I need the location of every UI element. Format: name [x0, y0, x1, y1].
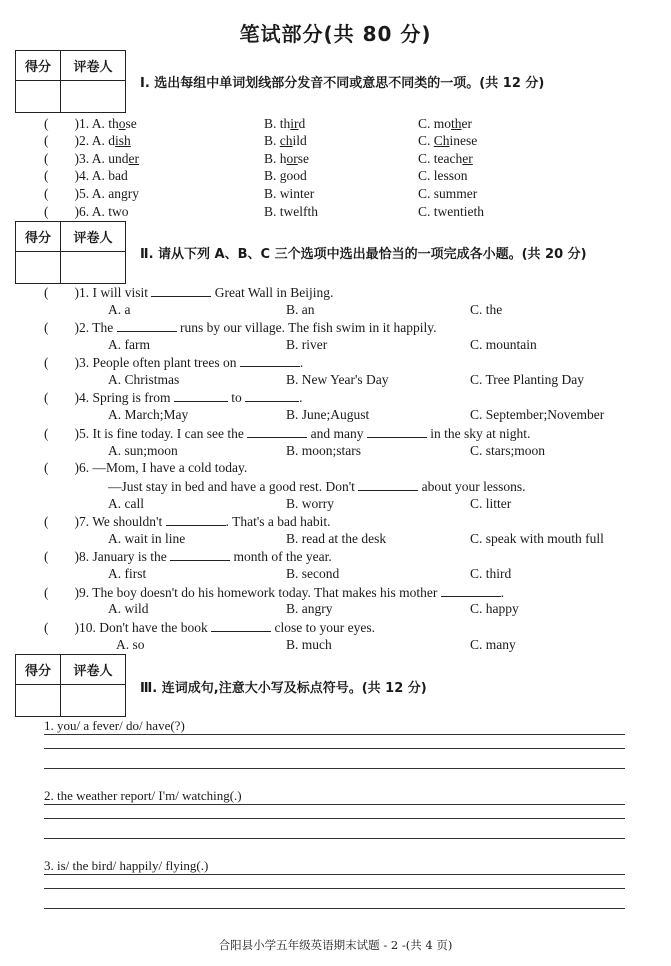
option-a: A. wild — [108, 601, 149, 616]
answer-blank[interactable] — [441, 584, 501, 597]
question-5: ( )5. It is fine today. I can see the and many in the sky at night. — [44, 426, 531, 441]
answer-paren-close: ) — [74, 186, 79, 201]
score-cell[interactable] — [16, 81, 61, 113]
answer-blank[interactable] — [166, 513, 226, 526]
option-b: B. moon;stars — [286, 443, 362, 458]
question-1: ( )1. I will visit Great Wall in Beijing. — [44, 285, 334, 300]
option-c — [418, 204, 484, 220]
answer-paren-open: ( — [44, 151, 49, 166]
option-label: C. — [418, 168, 434, 183]
word-group-5 — [44, 186, 644, 202]
option-label: B. — [264, 204, 280, 219]
word-part: und — [108, 151, 129, 166]
sentence-prompt-2: 2. the weather report/ I'm/ watching(.) — [44, 788, 242, 803]
word-part: summer — [433, 186, 478, 201]
option-b — [264, 133, 307, 149]
option-a — [92, 151, 139, 166]
grader-label: 评卷人 — [61, 51, 126, 81]
word-part: d — [108, 133, 116, 148]
score-cell[interactable] — [16, 685, 61, 717]
option-label: A. — [91, 204, 109, 219]
answer-blank[interactable] — [174, 389, 228, 402]
option-b — [264, 168, 307, 184]
option-a: A. wait in line — [108, 531, 186, 546]
item-number: 6. — [79, 204, 92, 219]
option-b: B. river — [286, 337, 328, 352]
option-c: C. the — [470, 302, 503, 317]
underlined-part: o — [118, 116, 126, 131]
word-part: twelfth — [279, 204, 319, 219]
underlined-part: or — [286, 151, 298, 166]
question-4: ( )4. Spring is from to . — [44, 390, 303, 405]
answer-line[interactable] — [44, 888, 625, 889]
grader-cell[interactable] — [61, 81, 126, 113]
option-a: A. first — [108, 566, 147, 581]
option-b: B. New Year's Day — [286, 372, 389, 387]
score-box — [15, 50, 126, 113]
answer-blank[interactable] — [151, 284, 211, 297]
option-label: B. — [264, 133, 280, 148]
word-group-3 — [44, 151, 644, 167]
question-9: ( )9. The boy doesn't do his homework today. That makes his mother . — [44, 585, 505, 600]
option-c: C. September;November — [470, 407, 605, 422]
option-c — [418, 133, 477, 149]
answer-paren-open: ( — [44, 204, 49, 219]
word-part: h — [279, 151, 287, 166]
option-b: B. angry — [286, 601, 333, 616]
option-a — [92, 116, 137, 131]
word-part: lesson — [433, 168, 468, 183]
option-label: A. — [91, 133, 109, 148]
option-label: A. — [91, 186, 109, 201]
question-3: ( )3. People often plant trees on . — [44, 355, 304, 370]
option-c: C. happy — [470, 601, 519, 616]
item-number: 3. — [79, 151, 92, 166]
answer-paren-close: ) — [74, 151, 79, 166]
page-footer: 合阳县小学五年级英语期末试题 - 2 -(共 4 页) — [218, 938, 453, 952]
word-group-1 — [44, 116, 644, 132]
grader-label: 评卷人 — [61, 655, 126, 685]
word-group-4 — [44, 168, 644, 184]
question-8: ( )8. January is the month of the year. — [44, 549, 332, 564]
answer-blank[interactable] — [117, 319, 177, 332]
question-2: ( )2. The runs by our village. The fish swim in it happily. — [44, 320, 437, 335]
answer-blank[interactable] — [367, 425, 427, 438]
option-a: A. a — [108, 302, 131, 317]
answer-paren-close: ) — [74, 168, 79, 183]
underlined-part: er — [462, 151, 473, 166]
answer-blank[interactable] — [245, 389, 299, 402]
answer-blank[interactable] — [240, 354, 300, 367]
option-b — [264, 151, 309, 167]
answer-blank[interactable] — [170, 548, 230, 561]
answer-line[interactable] — [44, 818, 625, 819]
answer-paren-open: ( — [44, 133, 49, 148]
score-label: 得分 — [16, 51, 61, 81]
section2-heading: Ⅱ. 请从下列 A、B、C 三个选项中选出最恰当的一项完成各小题。(共 20 分) — [140, 247, 587, 262]
answer-paren-close: ) — [74, 116, 79, 131]
word-part: two — [108, 204, 129, 219]
option-c: C. mountain — [470, 337, 537, 352]
answer-paren-open: ( — [44, 116, 49, 131]
word-part: mo — [433, 116, 452, 131]
option-label: C. — [418, 151, 434, 166]
answer-line[interactable] — [44, 908, 625, 909]
underlined-part: ch — [279, 133, 293, 148]
item-number: 2. — [79, 133, 92, 148]
option-b — [264, 204, 318, 220]
option-a: A. Christmas — [108, 372, 180, 387]
answer-paren-close: ) — [74, 204, 79, 219]
option-b: B. June;August — [286, 407, 370, 422]
answer-paren-open: ( — [44, 186, 49, 201]
option-a — [92, 204, 129, 219]
answer-line[interactable] — [44, 748, 625, 749]
option-c: C. litter — [470, 496, 512, 511]
answer-line[interactable] — [44, 804, 625, 805]
underlined-part: th — [451, 116, 462, 131]
underlined-part: ir — [290, 116, 299, 131]
option-label: B. — [264, 168, 280, 183]
item-number: 1. — [79, 116, 92, 131]
word-group-2 — [44, 133, 644, 149]
answer-blank[interactable] — [358, 478, 418, 491]
answer-line[interactable] — [44, 874, 625, 875]
option-c — [418, 186, 477, 202]
grader-label: 评卷人 — [61, 222, 126, 252]
score-label: 得分 — [16, 222, 61, 252]
option-label: C. — [418, 116, 434, 131]
option-c: C. stars;moon — [470, 443, 546, 458]
underlined-part: ish — [115, 133, 131, 148]
question-10: ( )10. Don't have the book close to your eyes. — [44, 620, 376, 635]
option-c — [418, 168, 468, 184]
sentence-prompt-1: 1. you/ a fever/ do/ have(?) — [44, 718, 185, 733]
option-b — [264, 186, 314, 202]
underlined-part: Ch — [433, 133, 450, 148]
answer-paren-open: ( — [44, 168, 49, 183]
word-part: twentieth — [433, 204, 485, 219]
word-part: th — [108, 116, 119, 131]
option-a: A. call — [108, 496, 144, 511]
option-label: B. — [264, 151, 280, 166]
option-b: B. an — [286, 302, 315, 317]
option-label: A. — [91, 151, 109, 166]
option-b: B. worry — [286, 496, 334, 511]
option-c — [418, 116, 472, 132]
section1-heading: Ⅰ. 选出每组中单词划线部分发音不同或意思不同类的一项。(共 12 分) — [140, 76, 545, 91]
score-box — [15, 654, 126, 717]
option-label: B. — [264, 186, 280, 201]
answer-blank[interactable] — [211, 619, 271, 632]
grader-cell[interactable] — [61, 252, 126, 284]
answer-line[interactable] — [44, 838, 625, 839]
grader-cell[interactable] — [61, 685, 126, 717]
word-part: good — [279, 168, 307, 183]
score-box — [15, 221, 126, 284]
page-title: 笔试部分(共 80 分) — [239, 22, 432, 46]
word-part: angry — [108, 186, 140, 201]
question-6: ( )6. —Mom, I have a cold today. — [44, 460, 248, 475]
option-a — [92, 133, 131, 148]
option-a: A. farm — [108, 337, 150, 352]
answer-paren-close: ) — [74, 133, 79, 148]
option-c — [418, 151, 473, 167]
option-label: C. — [418, 186, 434, 201]
answer-line[interactable] — [44, 734, 625, 735]
option-c: C. Tree Planting Day — [470, 372, 585, 387]
word-part: d — [298, 116, 306, 131]
sentence-prompt-3: 3. is/ the bird/ happily/ flying(.) — [44, 858, 209, 873]
word-group-6 — [44, 204, 644, 220]
item-number: 5. — [79, 186, 92, 201]
word-part: se — [297, 151, 310, 166]
option-b: B. read at the desk — [286, 531, 387, 546]
word-part: teach — [433, 151, 463, 166]
option-a: A. March;May — [108, 407, 189, 422]
option-a: A. sun;moon — [108, 443, 178, 458]
option-b: B. much — [286, 637, 332, 652]
underlined-part: er — [128, 151, 140, 166]
word-part: ild — [292, 133, 307, 148]
option-c: C. speak with mouth full — [470, 531, 604, 546]
question-6-line2: —Just stay in bed and have a good rest. Don't about your lessons. — [108, 479, 526, 494]
answer-blank[interactable] — [247, 425, 307, 438]
option-label: A. — [91, 168, 109, 183]
word-part: th — [279, 116, 291, 131]
option-b: B. second — [286, 566, 340, 581]
option-label: A. — [91, 116, 109, 131]
option-a — [92, 168, 128, 183]
option-label: C. — [418, 204, 434, 219]
item-number: 4. — [79, 168, 92, 183]
score-cell[interactable] — [16, 252, 61, 284]
word-part: er — [461, 116, 473, 131]
option-label: B. — [264, 116, 280, 131]
score-label: 得分 — [16, 655, 61, 685]
word-part: winter — [279, 186, 315, 201]
question-7: ( )7. We shouldn't . That's a bad habit. — [44, 514, 331, 529]
option-a: A. so — [116, 637, 145, 652]
option-c: C. third — [470, 566, 512, 581]
option-b — [264, 116, 305, 132]
option-a — [92, 186, 139, 201]
option-c: C. many — [470, 637, 516, 652]
section3-heading: Ⅲ. 连词成句,注意大小写及标点符号。(共 12 分) — [140, 681, 427, 696]
word-part: bad — [108, 168, 128, 183]
word-part: se — [125, 116, 137, 131]
option-label: C. — [418, 133, 434, 148]
word-part: inese — [449, 133, 478, 148]
answer-line[interactable] — [44, 768, 625, 769]
